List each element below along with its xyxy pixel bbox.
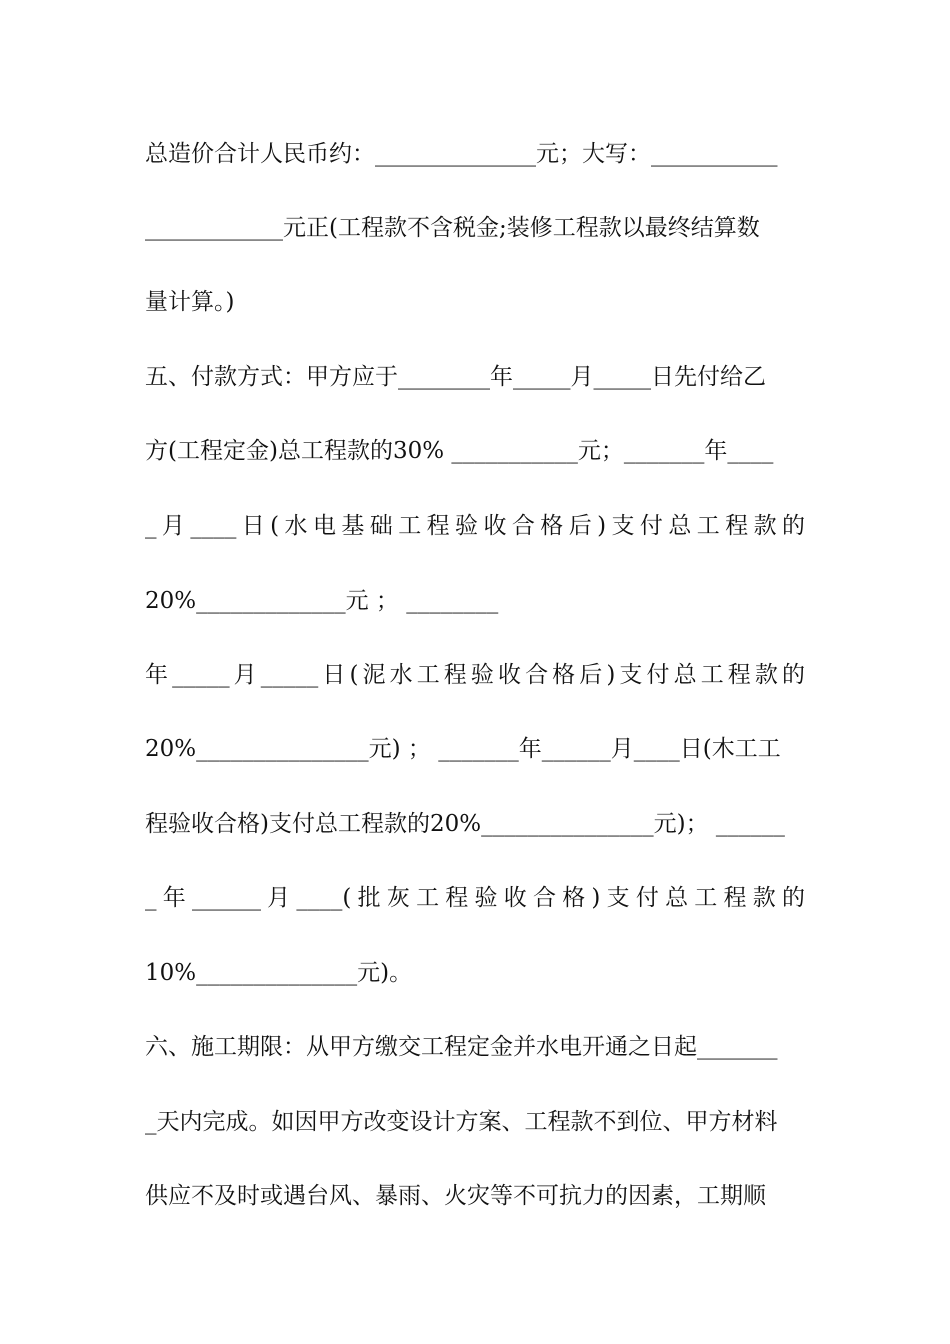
- text-line-plumbing-amount: 20%_____________元 ； ________: [145, 588, 499, 614]
- text-line-masonry-stage: 年_____月_____日(泥水工程验收合格后)支付总工程款的: [145, 662, 805, 688]
- text-line-carpentry-amount: 程验收合格)支付总工程款的20%_______________元)； ______: [145, 811, 785, 837]
- text-line-plaster-amount: 10%______________元)。: [145, 960, 413, 986]
- text-line-force-majeure: 供应不及时或遇台风、暴雨、火灾等不可抗力的因素，工期顺: [145, 1183, 766, 1209]
- text-line-settlement-note: 量计算。): [145, 289, 235, 315]
- text-line-schedule-heading: 六、施工期限：从甲方缴交工程定金并水电开通之日起_______: [145, 1034, 778, 1060]
- text-line-carpentry-stage: 20%_______________元) ； _______年______月____日(木工工: [145, 736, 781, 762]
- text-line-total-cost: 总造价合计人民币约：______________元；大写：___________: [145, 141, 778, 167]
- text-line-plaster-stage: _年______月____(批灰工程验收合格)支付总工程款的: [145, 885, 805, 911]
- text-line-amount-uppercase: ____________元正(工程款不含税金;装修工程款以最终结算数: [145, 215, 760, 241]
- text-line-plumbing-stage: _月____日(水电基础工程验收合格后)支付总工程款的: [145, 513, 805, 539]
- text-line-deposit: 方(工程定金)总工程款的30% ___________元；_______年____: [145, 438, 774, 464]
- text-line-payment-heading: 五、付款方式：甲方应于________年_____月_____日先付给乙: [145, 364, 766, 390]
- text-line-schedule-delay: _天内完成。如因甲方改变设计方案、工程款不到位、甲方材料: [145, 1109, 778, 1135]
